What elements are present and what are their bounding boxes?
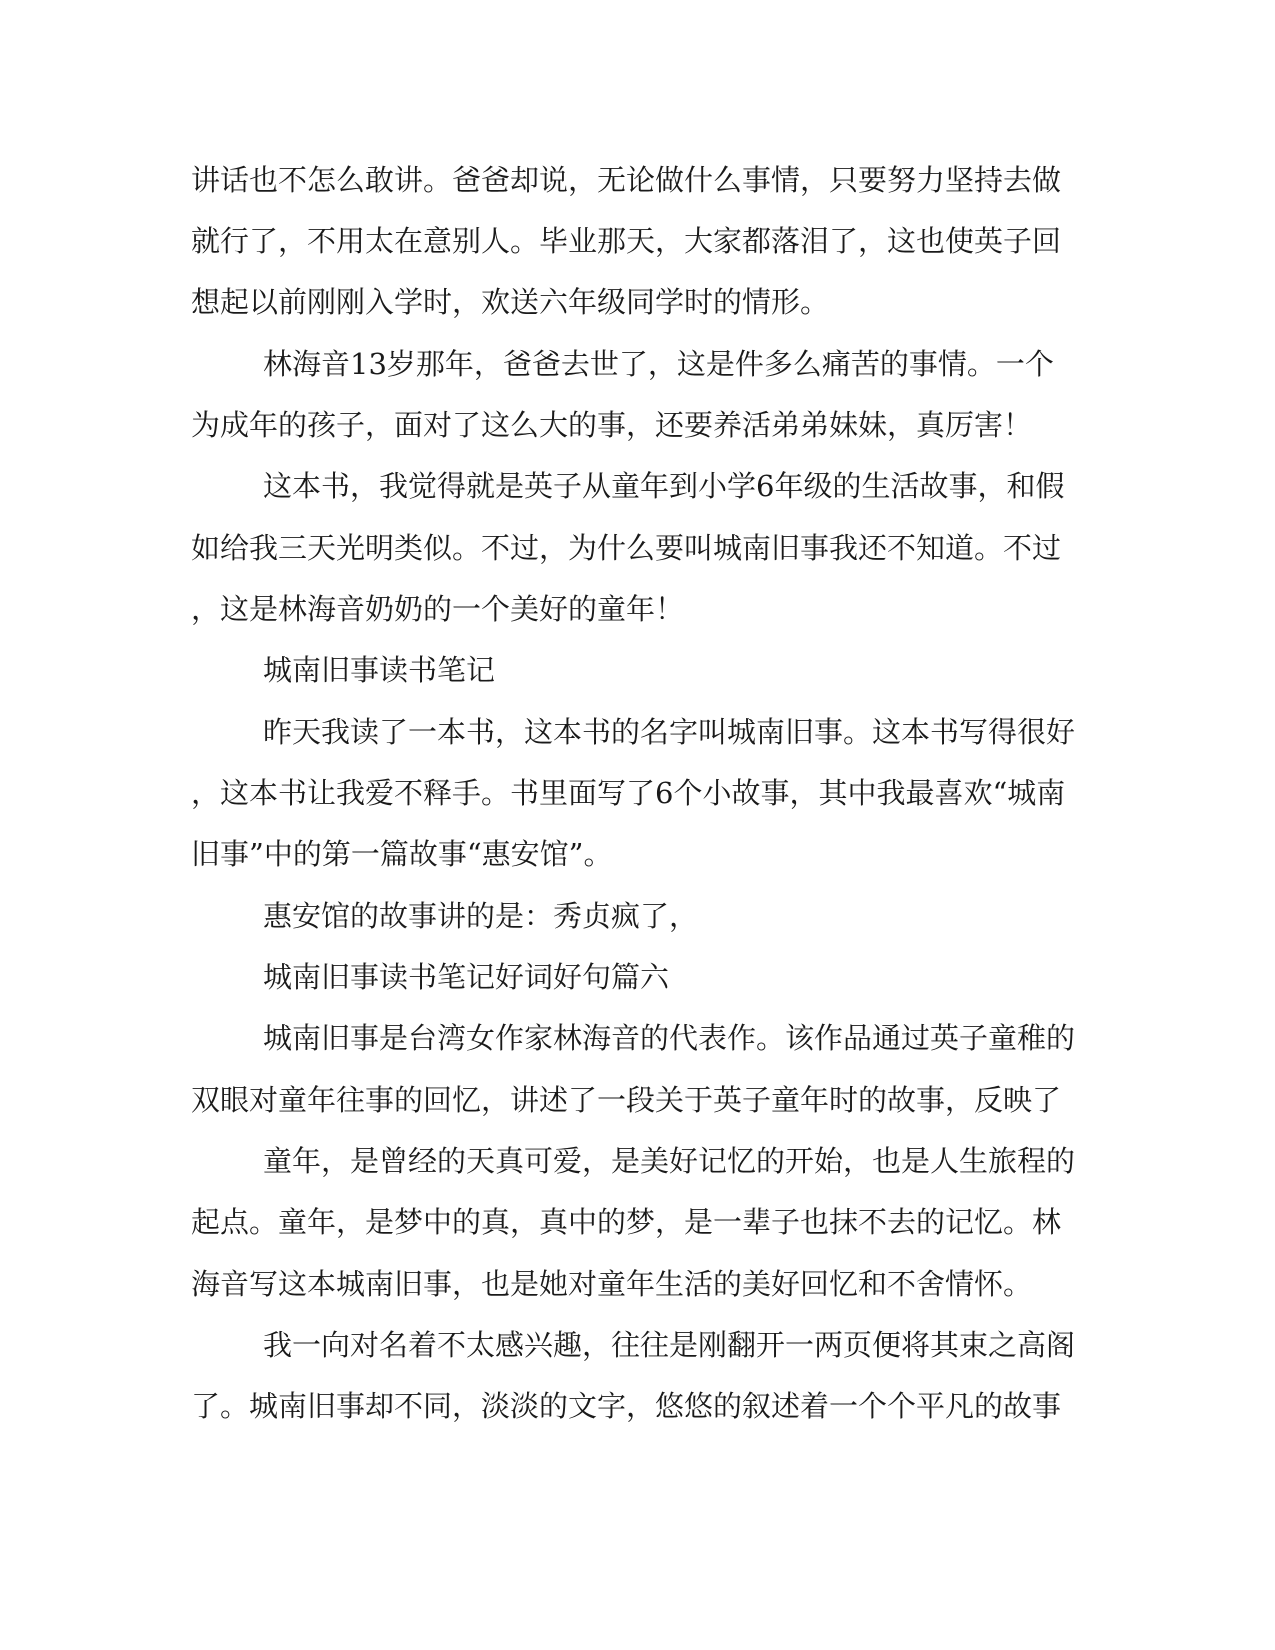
text-line: 为成年的孩子，面对了这么大的事，还要养活弟弟妹妹，真厉害！ <box>191 408 1033 442</box>
paragraph-start-line: 童年，是曾经的天真可爱，是美好记忆的开始，也是人生旅程的 <box>263 1144 1076 1178</box>
text-line: 海音写这本城南旧事，也是她对童年生活的美好回忆和不舍情怀。 <box>191 1267 1033 1301</box>
paragraph-start-line: 昨天我读了一本书，这本书的名字叫城南旧事。这本书写得很好 <box>263 715 1076 749</box>
text-line: 了。城南旧事却不同，淡淡的文字，悠悠的叙述着一个个平凡的故事 <box>191 1389 1062 1423</box>
paragraph-start-line: 我一向对名着不太感兴趣，往往是刚翻开一两页便将其束之高阁 <box>263 1328 1076 1362</box>
text-line: 如给我三天光明类似。不过，为什么要叫城南旧事我还不知道。不过 <box>191 531 1062 565</box>
section-heading: 城南旧事读书笔记好词好句篇六 <box>263 960 670 994</box>
text-line: 想起以前刚刚入学时，欢送六年级同学时的情形。 <box>191 285 830 319</box>
text-line: 起点。童年，是梦中的真，真中的梦，是一辈子也抹不去的记忆。林 <box>191 1205 1062 1239</box>
paragraph-start-line: 城南旧事是台湾女作家林海音的代表作。该作品通过英子童稚的 <box>263 1021 1076 1055</box>
paragraph-start-line: 这本书，我觉得就是英子从童年到小学6年级的生活故事，和假 <box>263 469 1065 503</box>
text-line: ，这是林海音奶奶的一个美好的童年！ <box>191 592 685 626</box>
text-line: 就行了，不用太在意别人。毕业那天，大家都落泪了，这也使英子回 <box>191 224 1062 258</box>
text-line: 旧事”中的第一篇故事“惠安馆”。 <box>191 837 613 871</box>
text-line: 讲话也不怎么敢讲。爸爸却说，无论做什么事情，只要努力坚持去做 <box>191 163 1062 197</box>
section-heading: 城南旧事读书笔记 <box>263 653 496 687</box>
paragraph-start-line: 惠安馆的故事讲的是：秀贞疯了， <box>263 899 699 933</box>
paragraph-start-line: 林海音13岁那年，爸爸去世了，这是件多么痛苦的事情。一个 <box>263 347 1054 381</box>
text-line: 双眼对童年往事的回忆，讲述了一段关于英子童年时的故事，反映了 <box>191 1083 1062 1117</box>
text-line: ，这本书让我爱不释手。书里面写了6个小故事，其中我最喜欢“城南 <box>191 776 1066 810</box>
